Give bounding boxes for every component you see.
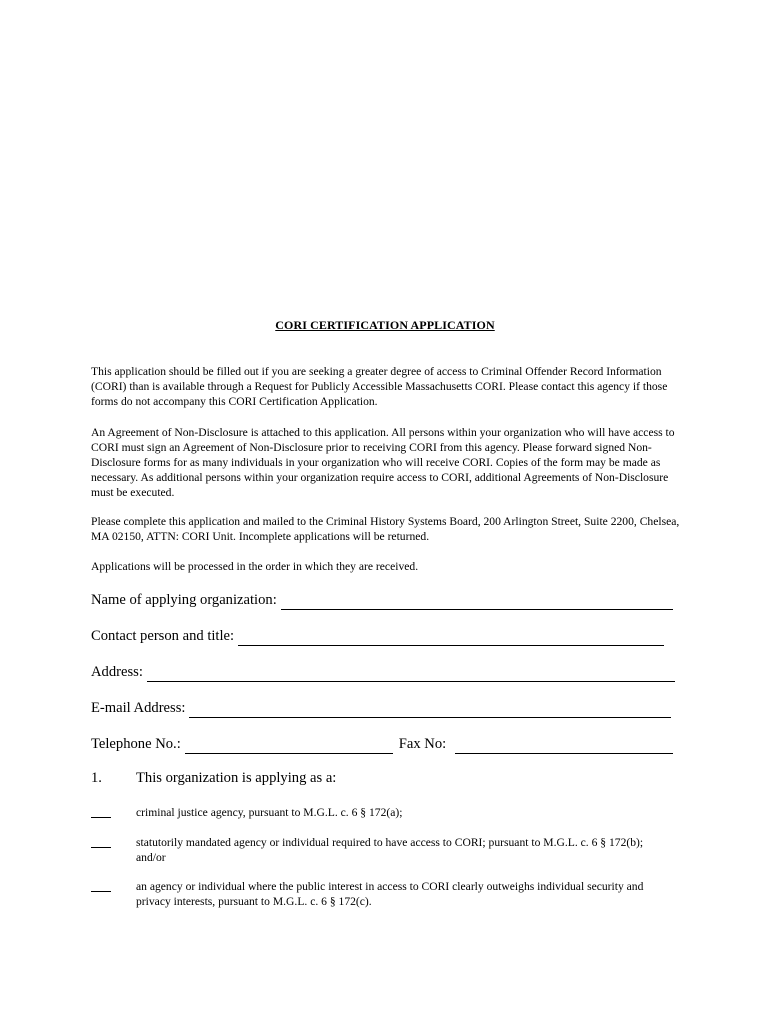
fax-input-line[interactable] xyxy=(455,738,673,754)
option-checkbox-line[interactable] xyxy=(91,805,111,818)
phone-fax-row xyxy=(91,734,673,754)
mailing-instructions-paragraph: Please complete this application and mailed to the Criminal History Systems Board, 200 Arlington Street, Suite 2200, Chelsea, MA 02150, ATTN: CORI Unit. Incomplete applications will be returned. xyxy=(91,515,680,543)
email-label: E-mail Address: xyxy=(91,700,186,716)
option-text: statutorily mandated agency or individual required to have access to CORI; pursuant to M.G.L. c. 6 § 172(b); and/or xyxy=(136,836,644,864)
non-disclosure-paragraph: An Agreement of Non-Disclosure is attached to this application. All persons within your organization who will have access to CORI must sign an Agreement of Non-Disclosure prior to receiving CORI from this agency. Please forward signed Non-Disclosure forms for as many individuals in your organization who will receive CORI. Copies of the form may be made as necessary. As additional persons within your organization require access to CORI, additional Agreements of Non-Disclosure must be executed. xyxy=(91,426,675,499)
intro-paragraph: This application should be filled out if you are seeking a greater degree of access to Criminal Offender Record Information (CORI) than is available through a Request for Publicly Accessible Massachusetts CORI. Please contact this agency if those forms do not accompany this CORI Certification Application. xyxy=(91,365,668,408)
organization-label: Name of applying organization: xyxy=(91,592,277,608)
option-checkbox-line[interactable] xyxy=(91,835,111,848)
option-checkbox-line[interactable] xyxy=(91,879,111,892)
address-field xyxy=(91,662,675,682)
email-field xyxy=(91,698,671,718)
fax-label: Fax No: xyxy=(398,736,447,752)
question-number: 1. xyxy=(91,770,102,786)
processing-order-paragraph: Applications will be processed in the order in which they are received. xyxy=(91,560,419,573)
contact-label: Contact person and title: xyxy=(91,628,235,644)
telephone-input-line[interactable] xyxy=(185,738,393,754)
contact-input-line[interactable] xyxy=(238,630,664,646)
form-title: CORI CERTIFICATION APPLICATION xyxy=(275,318,495,332)
telephone-label: Telephone No.: xyxy=(91,736,181,752)
option-text: criminal justice agency, pursuant to M.G.L. c. 6 § 172(a); xyxy=(136,806,403,819)
contact-field xyxy=(91,626,664,646)
email-input-line[interactable] xyxy=(189,702,671,718)
address-label: Address: xyxy=(91,664,143,680)
organization-field xyxy=(91,590,673,610)
address-input-line[interactable] xyxy=(147,666,675,682)
option-text: an agency or individual where the public interest in access to CORI clearly outweighs individual security and privacy interests, pursuant to M.G.L. c. 6 § 172(c). xyxy=(136,880,644,908)
question-text: This organization is applying as a: xyxy=(136,770,337,786)
organization-input-line[interactable] xyxy=(281,594,673,610)
